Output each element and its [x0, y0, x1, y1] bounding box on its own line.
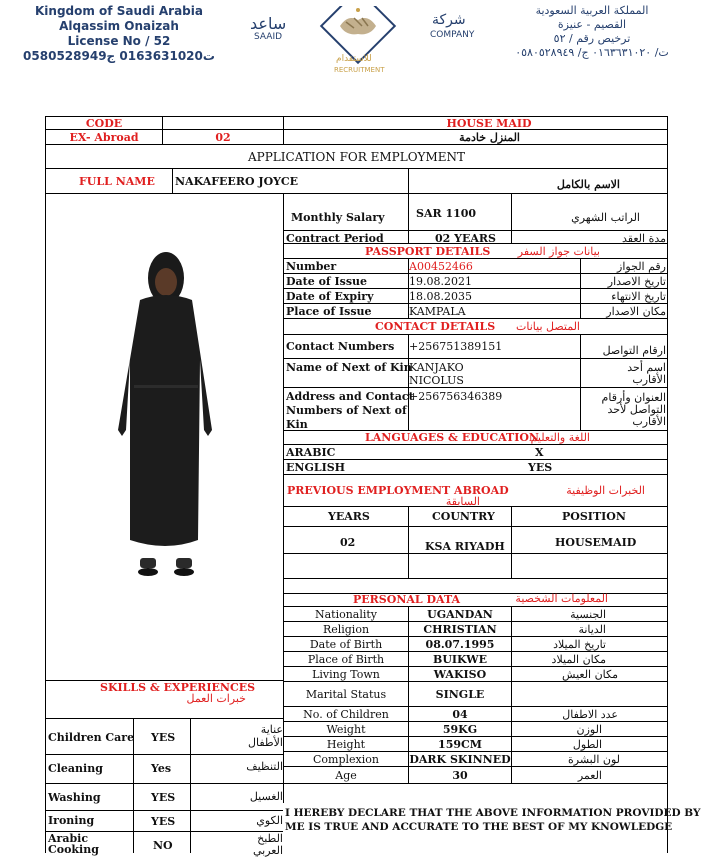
living-town-arabic: مكان العيش: [562, 668, 618, 681]
dob-label: Date of Birth: [309, 638, 383, 651]
weight-value: 59KG: [442, 723, 478, 736]
skill-children-care-arabic-line2: الأطفال: [248, 736, 283, 749]
letterhead-country: Kingdom of Saudi Arabia: [35, 4, 203, 18]
issue-date-value: 19.08.2021: [409, 275, 472, 288]
letterhead-ar-license: ترخيص رقم / ٥٢: [553, 32, 631, 45]
language-english-label: ENGLISH: [286, 461, 346, 474]
place-of-birth-arabic: مكان الميلاد: [551, 653, 606, 666]
declaration-line2: ME IS TRUE AND ACCURATE TO THE BEST OF MY KNOWLEDGE: [285, 821, 673, 833]
skill-children-care-value: YES: [151, 731, 176, 744]
person-photo-icon: [100, 240, 240, 590]
living-town-label: Living Town: [312, 668, 380, 681]
contract-period-value: 02 YEARS: [435, 232, 496, 245]
letterhead-city: Alqassim Onaizah: [59, 19, 179, 33]
address-label-line1: Address and Contact: [286, 390, 414, 403]
marital-status-label: Marital Status: [305, 688, 387, 701]
letterhead-english: [14, 4, 224, 64]
contract-period-label: Contract Period: [286, 232, 384, 245]
children-count-arabic: عدد الاطفال: [562, 708, 618, 721]
employment-years-value: 02: [340, 536, 356, 549]
dob-arabic: تاريخ الميلاد: [553, 638, 606, 651]
next-of-kin-value-last: NICOLUS: [409, 374, 464, 387]
logo-left-english: SAAID: [254, 32, 283, 42]
full-name-arabic: الاسم بالكامل: [556, 178, 620, 191]
place-of-issue-label: Place of Issue: [286, 305, 372, 318]
expiry-date-value: 18.08.2035: [409, 290, 472, 303]
letterhead-arabic: [492, 4, 692, 60]
monthly-salary-arabic: الراتب الشهري: [571, 211, 640, 224]
language-arabic-value: X: [535, 446, 544, 459]
issue-date-arabic: تاريخ الاصدار: [607, 275, 666, 288]
declaration-line1: I HEREBY DECLARE THAT THE ABOVE INFORMATION PROVIDED BY: [285, 807, 701, 819]
skill-arabic-cooking-arabic-line2: العربي: [252, 844, 283, 857]
logo-bottom-english: RECRUITMENT: [334, 66, 385, 74]
place-of-issue-value: KAMPALA: [409, 305, 466, 318]
employment-country-value: KSA RIYADH: [425, 540, 505, 553]
next-of-kin-label: Name of Next of Kin: [286, 361, 412, 374]
skill-ironing-arabic: الكوي: [256, 814, 283, 827]
address-label-line3: Kin: [286, 418, 308, 431]
letterhead-ar-city: القصيم - عنيزة: [557, 18, 627, 31]
contact-numbers-value: +256751389151: [409, 340, 503, 353]
complexion-value: DARK SKINNED: [409, 753, 511, 766]
expiry-date-arabic: تاريخ الانتهاء: [611, 290, 666, 303]
place-of-birth-value: BUIKWE: [433, 653, 487, 666]
page-title: APPLICATION FOR EMPLOYMENT: [247, 150, 466, 164]
letterhead-ar-phones: ت/ ٠١٦٣٦٣١٠٢٠ ج/ ٠٥٨٠٥٢٨٩٤٩: [515, 46, 669, 59]
nationality-label: Nationality: [314, 608, 378, 621]
company-logo: [250, 6, 475, 78]
skill-ironing-label: Ironing: [48, 814, 95, 827]
skill-cleaning-label: Cleaning: [48, 762, 103, 775]
passport-number-value: A00452466: [409, 260, 473, 273]
skill-arabic-cooking-arabic-line1: الطبخ: [257, 832, 283, 845]
contact-heading-arabic: المتصل بيانات: [516, 320, 580, 333]
letterhead-phones: ت0163631020 ج0580528949: [23, 49, 215, 63]
language-english-value: YES: [528, 461, 553, 474]
age-label: Age: [335, 769, 357, 782]
skills-heading: SKILLS & EXPERIENCES: [100, 681, 256, 694]
height-label: Height: [326, 738, 366, 751]
full-name-value: NAKAFEERO JOYCE: [175, 175, 298, 188]
dob-value: 08.07.1995: [425, 638, 495, 651]
nationality-value: UGANDAN: [427, 608, 493, 621]
logo-right-arabic: شركة: [432, 12, 466, 28]
employment-heading-arabic-line1: الخبرات الوظيفية: [566, 484, 645, 497]
skill-arabic-cooking-label: Arabic Cooking: [48, 832, 99, 856]
passport-heading-arabic: بيانات جواز السفر: [517, 245, 600, 258]
passport-heading: PASSPORT DETAILS: [365, 245, 491, 258]
monthly-salary-label: Monthly Salary: [291, 211, 385, 224]
contract-period-arabic: مدة العقد: [622, 232, 666, 245]
height-arabic: الطول: [572, 738, 602, 751]
living-town-value: WAKISO: [433, 668, 487, 681]
expiry-date-label: Date of Expiry: [286, 290, 374, 303]
monthly-salary-value: SAR 1100: [416, 207, 477, 220]
house-maid-arabic: المنزل خادمة: [459, 131, 520, 144]
address-arabic-line2: التواصل لأحد: [607, 403, 666, 416]
logo-right-english: COMPANY: [430, 30, 475, 40]
skill-ironing-value: YES: [151, 815, 176, 828]
contact-heading: CONTACT DETAILS: [375, 320, 496, 333]
children-count-label: No. of Children: [303, 708, 389, 721]
personal-heading: PERSONAL DATA: [353, 593, 461, 606]
employment-years-header: YEARS: [328, 510, 370, 523]
ex-abroad-label: EX- Abroad: [69, 131, 139, 144]
letterhead-ar-country: المملكة العربية السعودية: [535, 4, 649, 17]
skills-heading-arabic: خبرات العمل: [186, 692, 246, 705]
employment-position-value: HOUSEMAID: [555, 536, 637, 549]
weight-label: Weight: [326, 723, 366, 736]
employment-heading-arabic-line2: السابقة: [445, 495, 480, 508]
nationality-arabic: الجنسية: [570, 608, 606, 621]
languages-heading-arabic: اللغة والتعليم: [530, 431, 590, 444]
personal-heading-arabic: المعلومات الشخصية: [515, 592, 608, 605]
employment-heading: PREVIOUS EMPLOYMENT ABROAD: [287, 484, 509, 497]
applicant-photo: [100, 240, 240, 590]
height-value: 159CM: [438, 738, 482, 751]
house-maid-label: HOUSE MAID: [446, 117, 532, 130]
address-value: +256756346389: [409, 390, 503, 403]
next-of-kin-value-first: KANJAKO: [409, 361, 464, 374]
address-arabic-line3: الأقارب: [632, 415, 666, 428]
religion-arabic: الديانة: [578, 623, 606, 636]
skill-cleaning-value: Yes: [151, 762, 172, 775]
ex-abroad-value: 02: [215, 131, 231, 144]
weight-arabic: الوزن: [576, 723, 602, 736]
place-of-birth-label: Place of Birth: [307, 653, 385, 666]
skill-washing-label: Washing: [48, 791, 101, 804]
age-value: 30: [452, 769, 468, 782]
children-count-value: 04: [452, 708, 468, 721]
next-of-kin-arabic-line2: الأقارب: [632, 373, 666, 386]
skill-washing-arabic: الغسيل: [249, 790, 283, 803]
contact-numbers-arabic: ارقام التواصل: [602, 344, 666, 357]
logo-left-arabic: ساعد: [250, 14, 287, 33]
next-of-kin-arabic-line1: اسم أحد: [627, 361, 666, 374]
skill-arabic-cooking-value: NO: [153, 839, 173, 852]
skill-children-care-arabic-line1: عناية: [260, 723, 283, 736]
letterhead-license: License No / 52: [67, 34, 171, 48]
logo-bottom-arabic: للاستقدام: [336, 54, 372, 64]
complexion-arabic: لون البشرة: [568, 753, 620, 766]
marital-status-value: SINGLE: [435, 688, 485, 701]
full-name-label: FULL NAME: [79, 175, 155, 188]
passport-number-arabic: رقم الجواز: [617, 260, 666, 273]
skill-cleaning-arabic: التنظيف: [246, 760, 283, 773]
employment-position-header: POSITION: [562, 510, 626, 523]
skill-washing-value: YES: [151, 791, 176, 804]
employment-country-header: COUNTRY: [432, 510, 495, 523]
age-arabic: العمر: [577, 769, 602, 782]
code-label: CODE: [85, 117, 123, 130]
complexion-label: Complexion: [313, 753, 379, 766]
place-of-issue-arabic: مكان الاصدار: [606, 305, 666, 318]
religion-value: CHRISTIAN: [423, 623, 497, 636]
contact-numbers-label: Contact Numbers: [286, 340, 395, 353]
languages-heading: LANGUAGES & EDUCATION: [365, 431, 539, 444]
skill-children-care-label: Children Care: [48, 731, 135, 744]
address-label-line2: Numbers of Next of: [286, 404, 407, 417]
language-arabic-label: ARABIC: [286, 446, 336, 459]
religion-label: Religion: [322, 623, 370, 636]
address-arabic-line1: العنوان وأرقام: [601, 391, 666, 404]
passport-number-label: Number: [286, 260, 337, 273]
issue-date-label: Date of Issue: [286, 275, 368, 288]
